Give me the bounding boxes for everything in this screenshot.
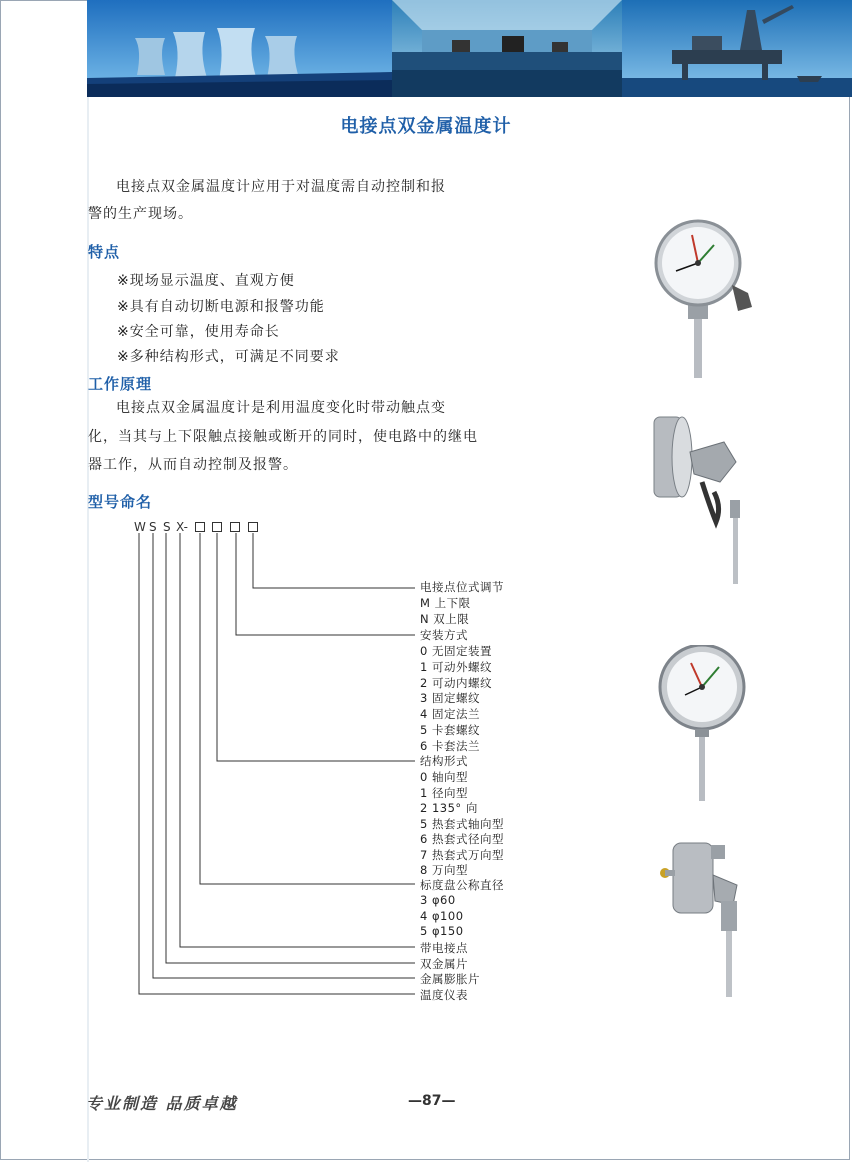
model-line: 4 φ100 <box>420 909 464 923</box>
model-line: 带电接点 <box>420 941 468 955</box>
code-letter-w: W <box>134 520 146 534</box>
model-line: 6 热套式径向型 <box>420 832 504 846</box>
model-line: 3 φ60 <box>420 893 456 907</box>
features-heading: 特点 <box>88 243 121 261</box>
model-line: 安装方式 <box>420 628 468 642</box>
code-letter-s2: S <box>163 520 171 534</box>
model-line: 1 径向型 <box>420 786 468 800</box>
model-line: 0 轴向型 <box>420 770 468 784</box>
principle-line-3: 器工作，从而自动控制及报警。 <box>88 457 298 473</box>
model-line: 双金属片 <box>420 957 468 971</box>
model-line: 结构形式 <box>420 754 468 768</box>
product-photo-thermowell-gauge <box>655 835 755 1000</box>
code-letter-s1: S <box>149 520 157 534</box>
principle-line-1: 电接点双金属温度计是利用温度变化时带动触点变 <box>116 400 446 416</box>
model-line: N 双上限 <box>420 612 470 626</box>
model-line: 8 万向型 <box>420 863 468 877</box>
product-photo-universal-gauge <box>655 645 755 805</box>
model-line: 标度盘公称直径 <box>420 878 504 892</box>
page-title: 电接点双金属温度计 <box>340 116 512 137</box>
model-line: 3 固定螺纹 <box>420 691 480 705</box>
feature-item: ※具有自动切断电源和报警功能 <box>117 299 325 315</box>
feature-item: ※安全可靠，使用寿命长 <box>117 324 280 340</box>
model-line: 5 热套式轴向型 <box>420 817 504 831</box>
model-line: 4 固定法兰 <box>420 707 480 721</box>
model-line: 金属膨胀片 <box>420 972 480 986</box>
model-line: 7 热套式万向型 <box>420 848 504 862</box>
intro-line-2: 警的生产现场。 <box>88 206 193 222</box>
footer-slogan: 专业制造 品质卓越 <box>86 1094 238 1113</box>
model-line: 2 可动内螺纹 <box>420 676 492 690</box>
principle-line-2: 化，当其与上下限触点接触或断开的同时，使电路中的继电 <box>88 429 478 445</box>
model-line: 5 卡套螺纹 <box>420 723 480 737</box>
model-line: 5 φ150 <box>420 924 464 938</box>
intro-line-1: 电接点双金属温度计应用于对温度需自动控制和报 <box>116 179 446 195</box>
feature-item: ※现场显示温度、直观方便 <box>117 273 295 289</box>
product-photo-axial-gauge <box>648 215 758 380</box>
model-heading: 型号命名 <box>88 493 153 511</box>
model-line: 0 无固定装置 <box>420 644 492 658</box>
model-line: 2 135° 向 <box>420 801 478 815</box>
model-line: 温度仪表 <box>420 988 468 1002</box>
page-number: —87— <box>408 1093 456 1109</box>
principle-heading: 工作原理 <box>88 375 153 393</box>
product-photo-radial-gauge <box>650 412 760 587</box>
code-letter-x: X- <box>176 520 188 534</box>
model-line: 电接点位式调节 <box>420 580 504 594</box>
feature-item: ※多种结构形式，可满足不同要求 <box>117 349 340 365</box>
model-line: 1 可动外螺纹 <box>420 660 492 674</box>
model-line: M 上下限 <box>420 596 471 610</box>
model-line: 6 卡套法兰 <box>420 739 480 753</box>
